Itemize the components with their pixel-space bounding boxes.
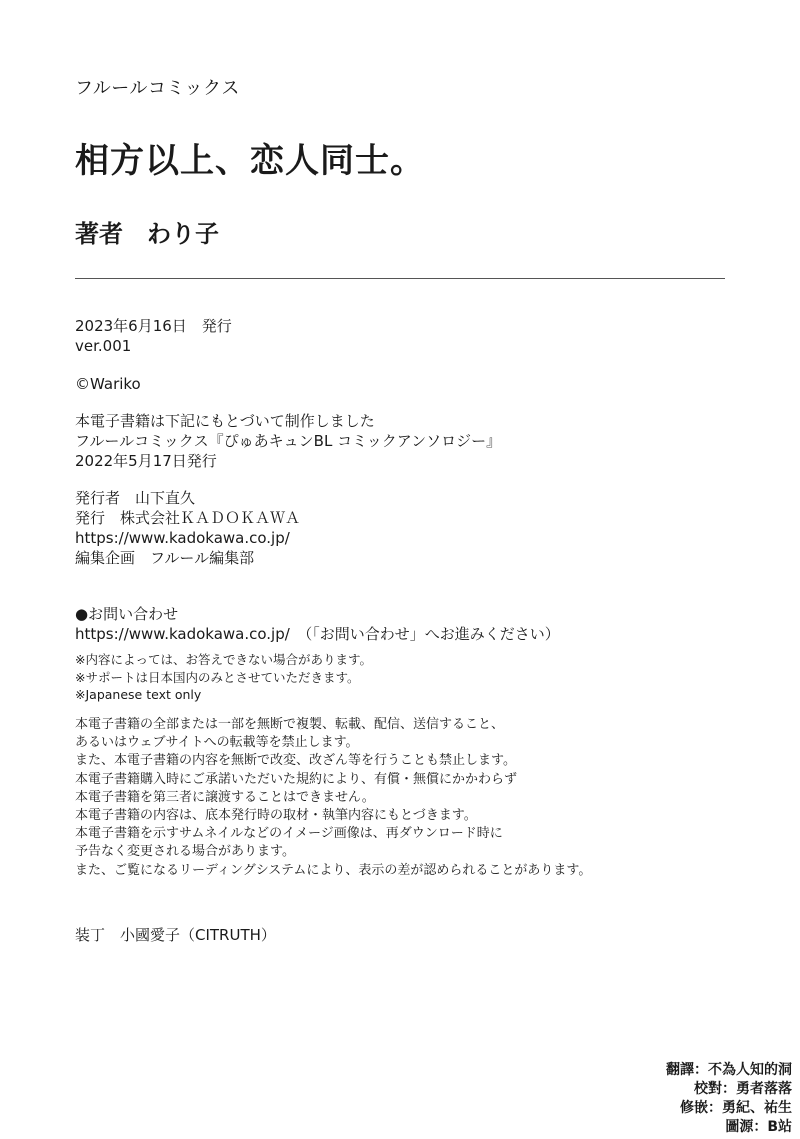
inquiry-note: ※内容によっては、お答えできない場合があります。 <box>75 652 372 667</box>
credit-line: 校對：勇者落落 <box>694 1081 792 1097</box>
author-line <box>75 214 219 249</box>
design-credit <box>75 925 276 945</box>
source-line: フルールコミックス『ぴゅあキュンBL コミックアンソロジー』 <box>75 432 502 450</box>
copyright-notice <box>75 374 141 394</box>
author-role: 著者 <box>75 220 123 248</box>
author-name: わり子 <box>147 220 219 248</box>
legal-line: 本電子書籍の内容は、底本発行時の取材・執筆内容にもとづきます。 <box>75 807 477 823</box>
credit-line: 翻譯：不為人知的洞 <box>666 1062 792 1078</box>
credit-line: 修嵌：勇紀、祐生 <box>680 1100 792 1116</box>
design-text: 装丁 小國愛子（CITRUTH） <box>75 926 276 944</box>
legal-line: 本電子書籍を示すサムネイルなどのイメージ画像は、再ダウンロード時に <box>75 826 503 842</box>
translation-credits <box>666 1061 792 1137</box>
source-line: 本電子書籍は下記にもとづいて制作しました <box>75 412 375 430</box>
legal-line: 本電子書籍購入時にご承諾いただいた規約により、有償・無償にかかわらず <box>75 771 518 787</box>
inquiry-notes <box>75 651 372 704</box>
inquiry-note: ※サポートは日本国内のみとさせていただきます。 <box>75 669 360 685</box>
legal-line: 本電子書籍の全部または一部を無断で複製、転載、配信、送信すること、 <box>75 717 505 732</box>
copyright-text: ©Wariko <box>75 375 141 393</box>
publication-date: 2023年6月16日 発行 <box>75 317 232 335</box>
legal-line: あるいはウェブサイトへの転載等を禁止します。 <box>75 735 359 751</box>
publisher-line: 発行 株式会社ＫＡＤＯＫＡＷＡ <box>75 509 301 527</box>
inquiry-note: ※Japanese text only <box>75 687 202 702</box>
publisher-line: 編集企画 フルール編集部 <box>75 549 255 567</box>
credit-line: 圖源：B站 <box>725 1119 792 1135</box>
publisher-info <box>75 488 300 568</box>
publisher-line: 発行者 山下直久 <box>75 489 196 507</box>
imprint-label: フルールコミックス <box>75 78 240 99</box>
legal-line: また、本電子書籍の内容を無断で改変、改ざん等を行うことも禁止します。 <box>75 753 516 769</box>
legal-line: また、ご覧になるリーディングシステムにより、表示の差が認められることがあります。 <box>75 862 592 878</box>
source-line: 2022年5月17日発行 <box>75 452 217 470</box>
book-title: 相方以上、恋人同士。 <box>75 141 425 181</box>
divider-rule <box>75 278 725 279</box>
publication-info <box>75 316 232 356</box>
publisher-url[interactable]: https://www.kadokawa.co.jp/ <box>75 529 290 547</box>
publication-version: ver.001 <box>75 337 132 355</box>
inquiry-heading: ●お問い合わせ <box>75 605 179 623</box>
source-info <box>75 411 501 471</box>
inquiry-section <box>75 604 560 644</box>
legal-line: 予告なく変更される場合があります。 <box>75 844 295 860</box>
inquiry-url-line[interactable]: https://www.kadokawa.co.jp/ （「お問い合わせ」へお進みください） <box>75 625 560 643</box>
legal-line: 本電子書籍を第三者に譲渡することはできません。 <box>75 789 375 805</box>
legal-notice <box>75 716 591 880</box>
